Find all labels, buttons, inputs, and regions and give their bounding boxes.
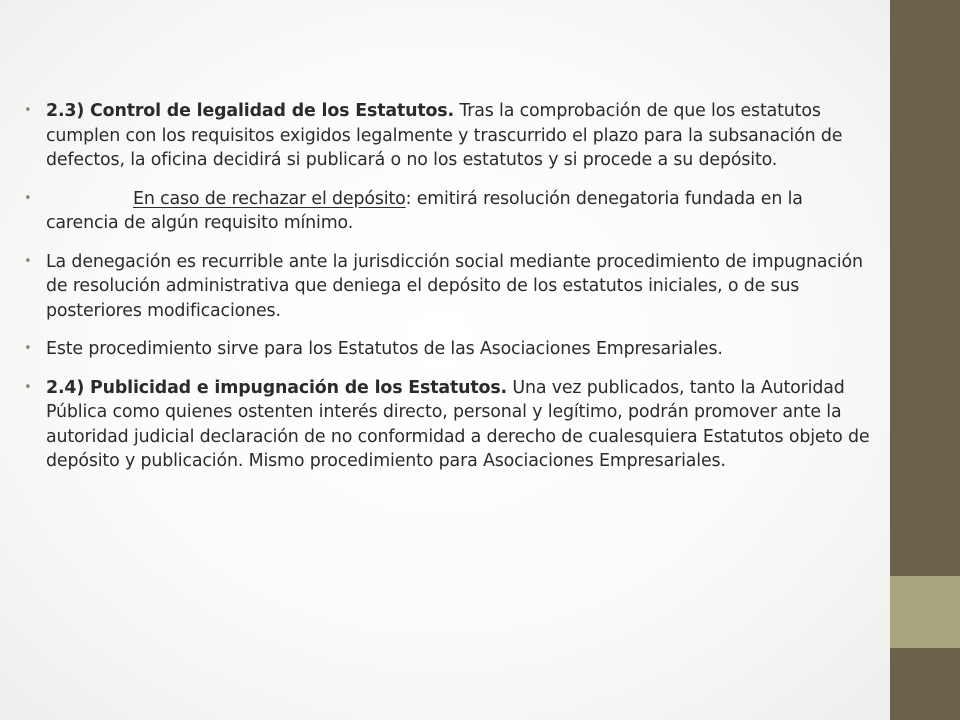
bullet-item-denegacion [24, 250, 872, 324]
bullet-icon: • [24, 190, 32, 206]
bullet-text: Este procedimiento sirve para los Estatutos de las Asociaciones Empresariales. [46, 339, 723, 359]
section-heading: 2.3) Control de legalidad de los Estatutos. [46, 101, 454, 121]
bullet-item-control-legalidad [24, 99, 872, 173]
bullet-icon: • [24, 379, 32, 395]
bullet-text: : emitirá resolución denegatoria fundada en la carencia de algún requisito mínimo. [46, 188, 803, 233]
bullet-text: Tras la comprobación de que los estatutos cumplen con los requisitos exigidos legalmente y trascurrido el plazo para la subsanación de defectos, la oficina decidirá si publicará o no los estatutos y si procede a su depósito. [46, 101, 843, 170]
bullet-icon: • [24, 103, 32, 118]
sidebar-bottom-block [890, 648, 960, 720]
bullet-item-procedimiento [24, 337, 872, 362]
bullet-list [24, 99, 872, 488]
bullet-text: Una vez publicados, tanto la Autoridad Pública como quienes ostenten interés directo, personal y legítimo, podrán promover ante la autoridad judicial declaración de no conformidad a derecho de cualesquiera Estatutos objeto de depósito y publicación. Mismo procedimiento para Asociaciones Empresariales. [46, 377, 870, 471]
sidebar-top-block [890, 0, 960, 576]
bullet-icon: • [24, 253, 32, 269]
section-heading: 2.4) Publicidad e impugnación de los Estatutos. [46, 377, 507, 398]
bullet-item-rechazar-deposito [24, 187, 872, 236]
sidebar-middle-block [890, 576, 960, 648]
bullet-icon: • [24, 341, 32, 356]
bullet-text: La denegación es recurrible ante la jurisdicción social mediante procedimiento de impugnación de resolución administrativa que deniega el depósito de los estatutos iniciales, o de sus posteriores modificaciones. [46, 251, 863, 321]
underlined-phrase: En caso de rechazar el depósito [133, 188, 406, 209]
bullet-item-publicidad [24, 376, 872, 474]
